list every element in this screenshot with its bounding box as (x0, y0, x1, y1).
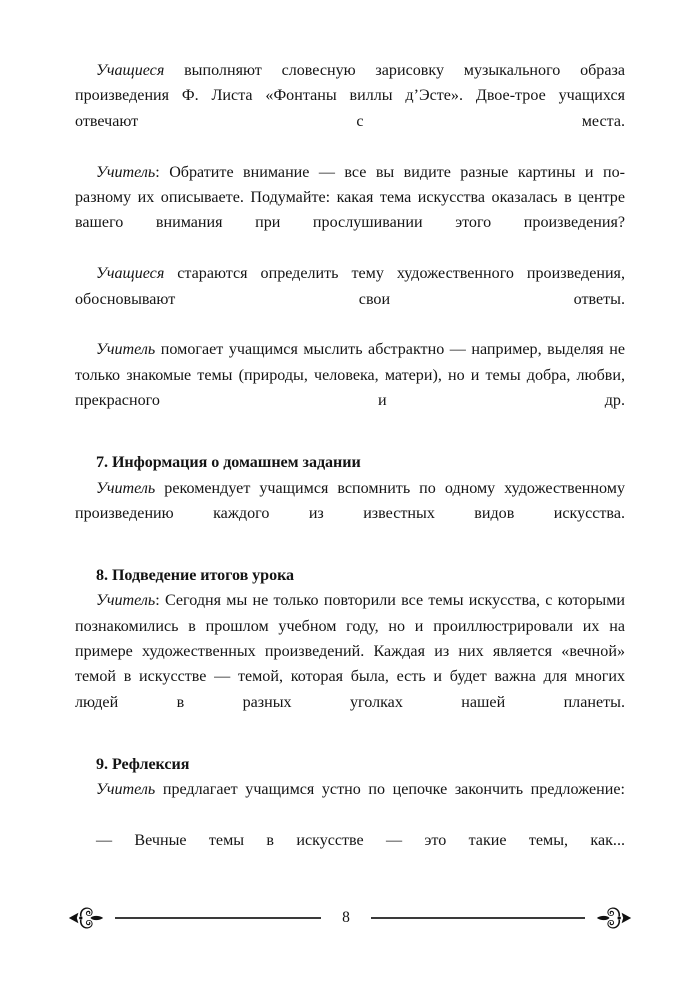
speaker-label: Учащиеся (96, 62, 165, 79)
speaker-label: Учитель (96, 341, 156, 359)
spacer (75, 439, 625, 450)
paragraph-text: помогает учащимся мыслить абстрактно — например, выделяя не только знакомые темы (природы, человека, матери), но и темы добра, любви, прекрасного и др. (75, 341, 625, 410)
speaker-separator (155, 480, 164, 497)
paragraph (75, 777, 625, 828)
paragraph (75, 828, 625, 879)
paragraph-text: рекомендует учащимся вспомнить по одному художественному произведению каждого из известных видов искусства. (75, 479, 625, 522)
footer-rule-left (115, 917, 321, 919)
footer-inner (68, 895, 632, 941)
paragraph-text: Сегодня мы не только повторили все темы искусства, с которыми познакомились в прошлом учебном году, но и проиллюстрировали их на примере художественных произведений. Каждая из них является «вечной» темой в искусстве — темой, которая была, есть и будет важна для многих людей в разных уголках нашей планеты. (75, 592, 625, 711)
paragraph (75, 160, 625, 262)
speaker-separator (164, 62, 184, 79)
speaker-label: Учитель (96, 163, 156, 181)
paragraph-text: — Вечные темы в искусстве — это такие темы, как... (96, 831, 625, 849)
paragraph-text: предлагает учащимся устно по цепочке закончить предложение: (162, 780, 625, 798)
paragraph-text: Обратите внимание — все вы видите разные картины и по-разному их описываете. Подумайте: какая тема искусства оказалась в центре вашего внимания при прослушивании этого произведения? (75, 163, 625, 232)
section-heading-7: 7. Информация о домашнем задании (96, 454, 361, 472)
spacer (75, 741, 625, 752)
paragraph (75, 58, 625, 160)
section-heading-9: 9. Рефлексия (96, 755, 190, 773)
section-heading-8: 8. Подведение итогов урока (96, 566, 295, 584)
speaker-label: Учитель (96, 592, 156, 610)
text-column (75, 58, 625, 879)
paragraph-text: стараются определить тему художественного произведения, обосновывают свои ответы. (75, 265, 625, 308)
paragraph (75, 476, 625, 552)
paragraph (75, 588, 625, 740)
footer-rule-right (371, 917, 585, 919)
speaker-label: Учащиеся (96, 265, 165, 283)
speaker-separator (164, 265, 177, 282)
speaker-separator: : (155, 163, 170, 181)
speaker-label: Учитель (96, 780, 156, 798)
page-footer (0, 895, 700, 941)
paragraph (75, 337, 625, 439)
fleuron-ornament-icon (68, 901, 108, 935)
page-number: 8 (342, 909, 350, 927)
speaker-label: Учитель (96, 479, 156, 497)
speaker-separator (155, 781, 163, 798)
paragraph-text: выполняют словесную зарисовку музыкального образа произведения Ф. Листа «Фонтаны виллы д’Эсте». Двое-трое учащихся отвечают с места. (75, 62, 625, 130)
speaker-separator: : (155, 592, 165, 610)
spacer (75, 552, 625, 563)
fleuron-ornament-icon (592, 901, 632, 935)
paragraph (75, 261, 625, 337)
